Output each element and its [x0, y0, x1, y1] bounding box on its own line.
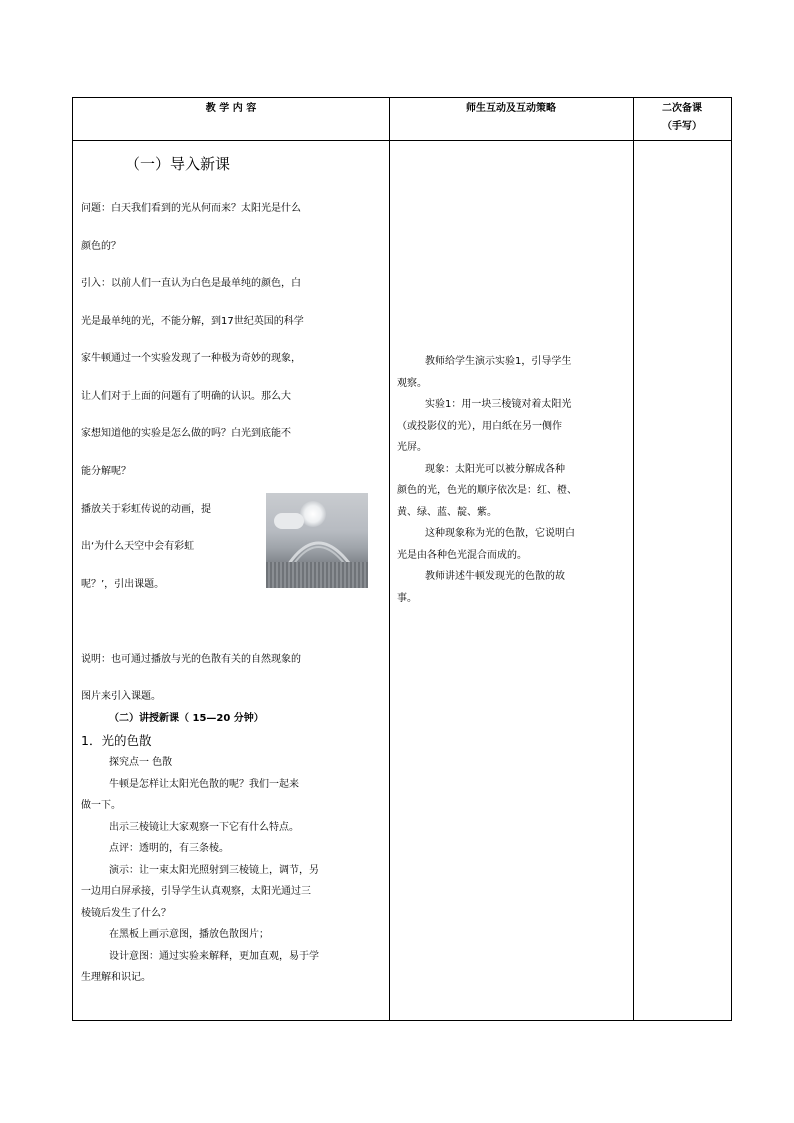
intro-line-2: 光是最单纯的光，不能分解，到17世纪英国的科学	[81, 316, 304, 327]
design-intent-line-2: 生理解和识记。	[81, 972, 151, 983]
animation-line-2: 出‘为什么天空中会有彩虹	[81, 541, 195, 552]
col2-line-4: （或投影仪的光），用白纸在另一侧作	[397, 421, 562, 432]
col2-line-8: 黄、绿、蓝、靛、紫。	[397, 507, 497, 518]
col2-line-12: 事。	[397, 593, 417, 604]
demo-line-2: 一边用白屏承接，引导学生认真观察，太阳光通过三	[81, 886, 311, 897]
header-teaching-content: 教 学 内 容	[205, 103, 257, 114]
subsection-dispersion-title: 1．光的色散	[81, 733, 152, 748]
demo-line-1: 演示：让一束太阳光照射到三棱镜上，调节，另	[109, 865, 319, 876]
animation-line-3: 呢？’，引出课题。	[81, 579, 165, 590]
note-line-2: 图片来引入课题。	[81, 691, 161, 702]
intro-line-3: 家牛顿通过一个实验发现了一种极为奇妙的现象，	[81, 353, 301, 364]
lesson-plan-table	[72, 97, 732, 1021]
col2-line-2: 观察。	[397, 378, 427, 389]
newton-question-line-2: 做一下。	[81, 800, 121, 811]
intro-line-6: 能分解呢？	[81, 466, 131, 477]
note-line-1: 说明：也可通过播放与光的色散有关的自然现象的	[81, 654, 301, 665]
comment-line: 点评：透明的，有三条棱。	[109, 843, 229, 854]
question-line-2: 颜色的？	[81, 241, 121, 252]
flower-field	[266, 562, 368, 588]
column-divider-1	[389, 98, 390, 1020]
section-intro-title: （一）导入新课	[125, 155, 231, 173]
rainbow-image	[266, 493, 368, 588]
header-second-prep-note: （手写）	[662, 121, 702, 132]
blackboard-line: 在黑板上画示意图，播放色散图片；	[109, 929, 269, 940]
col2-line-3: 实验1：用一块三棱镜对着太阳光	[425, 399, 572, 410]
question-line-1: 问题：白天我们看到的光从何而来？太阳光是什么	[81, 203, 301, 214]
col2-line-6: 现象：太阳光可以被分解成各种	[425, 464, 565, 475]
col2-line-7: 颜色的光，色光的顺序依次是：红、橙、	[397, 485, 577, 496]
newton-question-line-1: 牛顿是怎样让太阳光色散的呢？我们一起来	[109, 779, 299, 790]
animation-line-1: 播放关于彩虹传说的动画，提	[81, 504, 211, 515]
col2-line-1: 教师给学生演示实验1，引导学生	[425, 356, 572, 367]
design-intent-line-1: 设计意图：通过实验来解释，更加直观，易于学	[109, 951, 319, 962]
col2-line-11: 教师讲述牛顿发现光的色散的故	[425, 571, 565, 582]
section-lecture-title: （二）讲授新课（ 15—20 分钟）	[109, 713, 264, 724]
demo-line-3: 棱镜后发生了什么？	[81, 908, 171, 919]
header-interaction-strategy: 师生互动及互动策略	[466, 103, 556, 114]
show-prism-line: 出示三棱镜让大家观察一下它有什么特点。	[109, 822, 299, 833]
inquiry-point-1: 探究点一 色散	[109, 757, 173, 768]
intro-line-1: 引入：以前人们一直认为白色是最单纯的颜色，白	[81, 278, 301, 289]
col2-line-9: 这种现象称为光的色散，它说明白	[425, 528, 575, 539]
column-divider-2	[633, 98, 634, 1020]
col2-line-10: 光是由各种色光混合而成的。	[397, 550, 527, 561]
intro-line-5: 家想知道他的实验是怎么做的吗？白光到底能不	[81, 428, 291, 439]
col2-line-5: 光屏。	[397, 442, 427, 453]
header-divider	[73, 140, 731, 141]
header-second-prep: 二次备课	[662, 103, 702, 114]
intro-line-4: 让人们对于上面的问题有了明确的认识。那么大	[81, 391, 291, 402]
